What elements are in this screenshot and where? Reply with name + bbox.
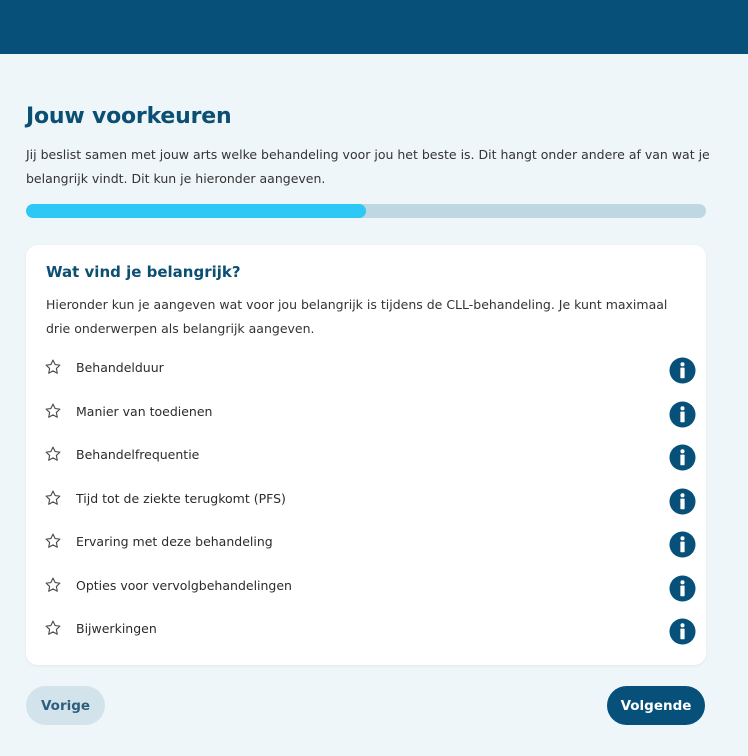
preference-item [26,565,706,609]
info-icon[interactable] [669,575,696,602]
info-icon[interactable] [669,531,696,558]
preference-label: Tijd tot de ziekte terugkomt (PFS) [76,490,286,506]
previous-button[interactable]: Vorige [26,686,105,725]
star-outline-icon[interactable] [44,532,62,550]
card-title: Wat vind je belangrijk? [46,263,241,281]
star-outline-icon[interactable] [44,402,62,420]
preference-label: Manier van toedienen [76,403,213,419]
preference-item [26,608,706,652]
info-icon[interactable] [669,618,696,645]
preference-item [26,347,706,391]
preference-item [26,478,706,522]
info-icon[interactable] [669,357,696,384]
info-icon[interactable] [669,401,696,428]
preference-label: Behandelduur [76,360,164,375]
preference-label: Bijwerkingen [76,621,157,636]
progress-bar [26,204,706,218]
progress-bar-fill [26,204,366,218]
page-title: Jouw voorkeuren [26,104,232,129]
card-description: Hieronder kun je aangeven wat voor jou belangrijk is tijdens de CLL-behandeling. Je kunt maximaal drie onderwerpen als belangrijk aangeven. [46,297,668,336]
info-icon[interactable] [669,444,696,471]
star-outline-icon[interactable] [44,358,62,376]
preference-item [26,521,706,565]
preference-label: Opties voor vervolgbehandelingen [76,577,292,593]
star-outline-icon[interactable] [44,445,62,463]
star-outline-icon[interactable] [44,576,62,594]
preference-list [26,347,706,652]
star-outline-icon[interactable] [44,489,62,507]
preference-label: Behandelfrequentie [76,447,200,462]
info-icon[interactable] [669,488,696,515]
preferences-card [26,245,706,665]
preference-label: Ervaring met deze behandeling [76,534,273,549]
preference-item [26,391,706,435]
page-intro: Jij beslist samen met jouw arts welke behandeling voor jou het beste is. Dit hangt onder andere af van wat je belangrijk vindt. Dit kun je hieronder aangeven. [26,147,710,186]
preference-item [26,434,706,478]
star-outline-icon[interactable] [44,619,62,637]
top-bar [0,0,748,54]
next-button[interactable]: Volgende [607,686,705,725]
